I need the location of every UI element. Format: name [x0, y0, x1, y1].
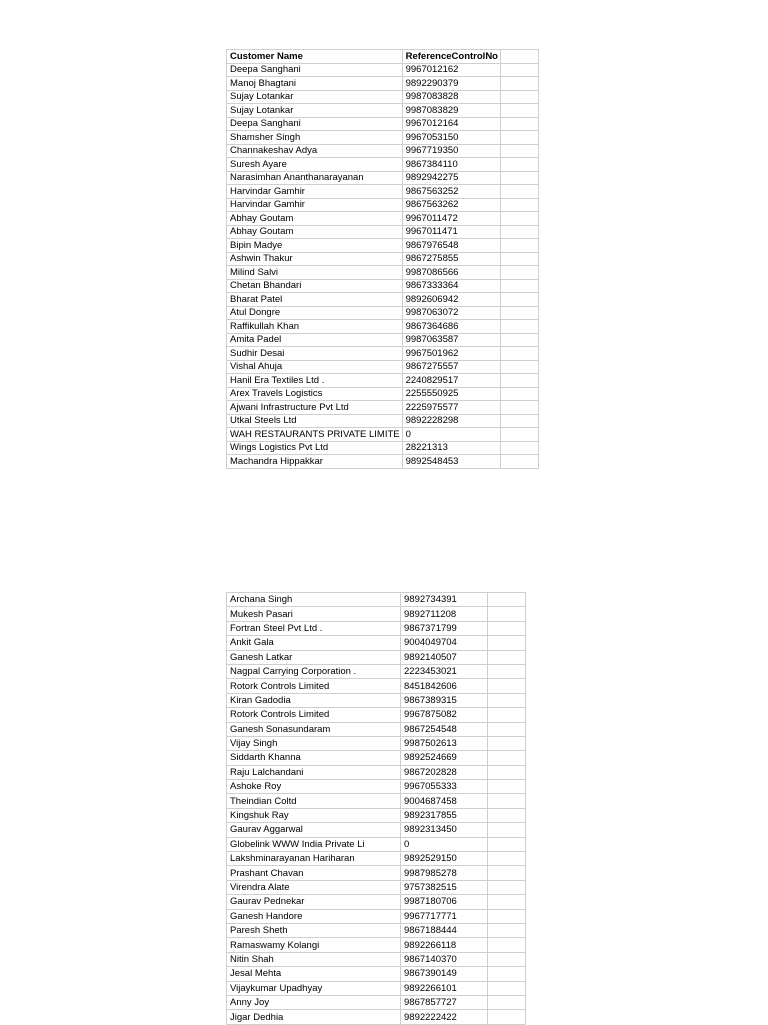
customer-name-cell: Shamsher Singh	[227, 131, 403, 145]
blank-cell	[500, 117, 538, 131]
customer-name-cell: Mukesh Pasari	[227, 607, 401, 621]
reference-control-no-cell: 9867275557	[402, 360, 500, 374]
table-row	[227, 780, 526, 794]
table-row	[227, 923, 526, 937]
table-row	[227, 117, 539, 131]
reference-control-no-cell: 9987063587	[402, 333, 500, 347]
customer-name-cell: Bharat Patel	[227, 293, 403, 307]
blank-cell	[488, 995, 526, 1009]
reference-control-no-cell: 9892734391	[401, 593, 488, 607]
table-row	[227, 333, 539, 347]
blank-cell	[488, 923, 526, 937]
customer-name-cell: Sudhir Desai	[227, 347, 403, 361]
table-row	[227, 428, 539, 442]
table-row	[227, 679, 526, 693]
reference-control-no-cell: 9867364686	[402, 320, 500, 334]
customer-name-cell: Nitin Shah	[227, 952, 401, 966]
table-row	[227, 722, 526, 736]
table-row	[227, 607, 526, 621]
blank-cell	[500, 279, 538, 293]
customer-name-cell: Vijay Singh	[227, 736, 401, 750]
customer-name-cell: Ajwani Infrastructure Pvt Ltd	[227, 401, 403, 415]
table-row	[227, 171, 539, 185]
blank-cell	[488, 967, 526, 981]
reference-control-no-cell: 9004687458	[401, 794, 488, 808]
header-blank-cell	[500, 50, 538, 64]
blank-cell	[500, 414, 538, 428]
customer-name-cell: Gaurav Pednekar	[227, 895, 401, 909]
customer-name-cell: Kingshuk Ray	[227, 808, 401, 822]
blank-cell	[488, 1010, 526, 1024]
table-row	[227, 387, 539, 401]
reference-control-no-cell: 9987502613	[401, 736, 488, 750]
table-row	[227, 198, 539, 212]
table-row	[227, 279, 539, 293]
table-row	[227, 765, 526, 779]
reference-control-no-cell: 9892222422	[401, 1010, 488, 1024]
table-row	[227, 401, 539, 415]
reference-control-no-cell: 9987083828	[402, 90, 500, 104]
reference-control-no-cell: 9892266118	[401, 938, 488, 952]
reference-control-no-cell: 2225975577	[402, 401, 500, 415]
customer-table-bottom	[226, 592, 526, 1025]
blank-cell	[488, 952, 526, 966]
reference-control-no-cell: 9967011471	[402, 225, 500, 239]
table-row	[227, 664, 526, 678]
reference-control-no-cell: 9867202828	[401, 765, 488, 779]
reference-control-no-cell: 9987083829	[402, 104, 500, 118]
blank-cell	[488, 607, 526, 621]
blank-cell	[500, 171, 538, 185]
reference-control-no-cell: 9867390149	[401, 967, 488, 981]
blank-cell	[488, 722, 526, 736]
blank-cell	[488, 593, 526, 607]
reference-control-no-cell: 9892228298	[402, 414, 500, 428]
table-row	[227, 455, 539, 469]
reference-control-no-cell: 9987985278	[401, 866, 488, 880]
reference-control-no-cell: 9892711208	[401, 607, 488, 621]
blank-cell	[500, 347, 538, 361]
customer-name-cell: Deepa Sanghani	[227, 63, 403, 77]
blank-cell	[500, 77, 538, 91]
blank-cell	[500, 212, 538, 226]
reference-control-no-cell: 9967055333	[401, 780, 488, 794]
customer-name-cell: Lakshminarayanan Hariharan	[227, 852, 401, 866]
blank-cell	[500, 144, 538, 158]
blank-cell	[500, 63, 538, 77]
blank-cell	[488, 679, 526, 693]
table-row	[227, 880, 526, 894]
customer-name-cell: Ashoke Roy	[227, 780, 401, 794]
blank-cell	[500, 306, 538, 320]
blank-cell	[488, 808, 526, 822]
customer-name-cell: Sujay Lotankar	[227, 90, 403, 104]
reference-control-no-cell: 9967012162	[402, 63, 500, 77]
reference-control-no-cell: 0	[401, 837, 488, 851]
blank-cell	[488, 636, 526, 650]
blank-cell	[488, 736, 526, 750]
table-row	[227, 952, 526, 966]
table-row	[227, 441, 539, 455]
customer-name-cell: Abhay Goutam	[227, 212, 403, 226]
table-row	[227, 866, 526, 880]
table-row	[227, 77, 539, 91]
customer-name-cell: Siddarth Khanna	[227, 751, 401, 765]
customer-name-cell: Chetan Bhandari	[227, 279, 403, 293]
customer-name-cell: Bipin Madye	[227, 239, 403, 253]
header-reference-control-no: ReferenceControlNo	[402, 50, 500, 64]
header-customer-name: Customer Name	[227, 50, 403, 64]
blank-cell	[488, 650, 526, 664]
table-row	[227, 306, 539, 320]
reference-control-no-cell: 9967011472	[402, 212, 500, 226]
customer-name-cell: WAH RESTAURANTS PRIVATE LIMITE	[227, 428, 403, 442]
table-row	[227, 708, 526, 722]
customer-name-cell: Rotork Controls Limited	[227, 679, 401, 693]
table-row	[227, 852, 526, 866]
customer-name-cell: Raju Lalchandani	[227, 765, 401, 779]
customer-name-cell: Arex Travels Logistics	[227, 387, 403, 401]
blank-cell	[488, 664, 526, 678]
blank-cell	[500, 185, 538, 199]
customer-name-cell: Ramaswamy Kolangi	[227, 938, 401, 952]
table-row	[227, 693, 526, 707]
reference-control-no-cell: 9004049704	[401, 636, 488, 650]
table-row	[227, 751, 526, 765]
blank-cell	[500, 266, 538, 280]
blank-cell	[500, 198, 538, 212]
reference-control-no-cell: 9867140370	[401, 952, 488, 966]
customer-name-cell: Narasimhan Ananthanarayanan	[227, 171, 403, 185]
table-row	[227, 1010, 526, 1024]
customer-name-cell: Manoj Bhagtani	[227, 77, 403, 91]
table-row	[227, 414, 539, 428]
customer-name-cell: Jesal Mehta	[227, 967, 401, 981]
reference-control-no-cell: 2240829517	[402, 374, 500, 388]
reference-control-no-cell: 9867254548	[401, 722, 488, 736]
blank-cell	[500, 131, 538, 145]
blank-cell	[488, 909, 526, 923]
customer-name-cell: Gaurav Aggarwal	[227, 823, 401, 837]
reference-control-no-cell: 28221313	[402, 441, 500, 455]
blank-cell	[500, 333, 538, 347]
reference-control-no-cell: 9867976548	[402, 239, 500, 253]
customer-name-cell: Prashant Chavan	[227, 866, 401, 880]
customer-name-cell: Rotork Controls Limited	[227, 708, 401, 722]
blank-cell	[488, 852, 526, 866]
reference-control-no-cell: 9867389315	[401, 693, 488, 707]
blank-cell	[500, 104, 538, 118]
reference-control-no-cell: 2255550925	[402, 387, 500, 401]
table-row	[227, 360, 539, 374]
blank-cell	[500, 239, 538, 253]
customer-name-cell: Channakeshav Adya	[227, 144, 403, 158]
blank-cell	[500, 90, 538, 104]
blank-cell	[488, 794, 526, 808]
reference-control-no-cell: 9987063072	[402, 306, 500, 320]
blank-cell	[488, 981, 526, 995]
table-row	[227, 212, 539, 226]
blank-cell	[488, 780, 526, 794]
table-row	[227, 981, 526, 995]
customer-name-cell: Kiran Gadodia	[227, 693, 401, 707]
table-row	[227, 158, 539, 172]
customer-name-cell: Vijaykumar Upadhyay	[227, 981, 401, 995]
blank-cell	[500, 225, 538, 239]
blank-cell	[488, 708, 526, 722]
reference-control-no-cell: 9867371799	[401, 621, 488, 635]
table-row	[227, 293, 539, 307]
reference-control-no-cell: 9892266101	[401, 981, 488, 995]
table-row	[227, 104, 539, 118]
reference-control-no-cell: 9892942275	[402, 171, 500, 185]
reference-control-no-cell: 9987086566	[402, 266, 500, 280]
reference-control-no-cell: 9967719350	[402, 144, 500, 158]
blank-cell	[488, 895, 526, 909]
customer-name-cell: Anny Joy	[227, 995, 401, 1009]
customer-name-cell: Atul Dongre	[227, 306, 403, 320]
customer-name-cell: Amita Padel	[227, 333, 403, 347]
reference-control-no-cell: 9757382515	[401, 880, 488, 894]
reference-control-no-cell: 9892313450	[401, 823, 488, 837]
blank-cell	[500, 158, 538, 172]
table-row	[227, 967, 526, 981]
table-row	[227, 794, 526, 808]
header-row	[227, 50, 539, 64]
reference-control-no-cell: 9867563262	[402, 198, 500, 212]
blank-cell	[488, 751, 526, 765]
customer-name-cell: Ankit Gala	[227, 636, 401, 650]
reference-control-no-cell: 9892524669	[401, 751, 488, 765]
table-row	[227, 808, 526, 822]
reference-control-no-cell: 9892317855	[401, 808, 488, 822]
table-row	[227, 374, 539, 388]
blank-cell	[500, 387, 538, 401]
customer-name-cell: Suresh Ayare	[227, 158, 403, 172]
blank-cell	[500, 320, 538, 334]
reference-control-no-cell: 9967717771	[401, 909, 488, 923]
table-row	[227, 593, 526, 607]
reference-control-no-cell: 9967875082	[401, 708, 488, 722]
reference-control-no-cell: 9892290379	[402, 77, 500, 91]
reference-control-no-cell: 0	[402, 428, 500, 442]
customer-name-cell: Ganesh Sonasundaram	[227, 722, 401, 736]
table-row	[227, 63, 539, 77]
reference-control-no-cell: 8451842606	[401, 679, 488, 693]
blank-cell	[488, 880, 526, 894]
customer-name-cell: Globelink WWW India Private Li	[227, 837, 401, 851]
table-row	[227, 131, 539, 145]
reference-control-no-cell: 9892606942	[402, 293, 500, 307]
blank-cell	[488, 621, 526, 635]
customer-name-cell: Ashwin Thakur	[227, 252, 403, 266]
table-row	[227, 266, 539, 280]
table-row	[227, 650, 526, 664]
reference-control-no-cell: 9867275855	[402, 252, 500, 266]
table-row	[227, 252, 539, 266]
customer-name-cell: Deepa Sanghani	[227, 117, 403, 131]
reference-control-no-cell: 9867384110	[402, 158, 500, 172]
customer-name-cell: Theindian Coltd	[227, 794, 401, 808]
customer-name-cell: Paresh Sheth	[227, 923, 401, 937]
blank-cell	[488, 765, 526, 779]
table-row	[227, 736, 526, 750]
table-row	[227, 239, 539, 253]
blank-cell	[500, 293, 538, 307]
reference-control-no-cell: 9892529150	[401, 852, 488, 866]
customer-name-cell: Ganesh Handore	[227, 909, 401, 923]
reference-control-no-cell: 9892548453	[402, 455, 500, 469]
customer-name-cell: Milind Salvi	[227, 266, 403, 280]
customer-name-cell: Utkal Steels Ltd	[227, 414, 403, 428]
customer-name-cell: Abhay Goutam	[227, 225, 403, 239]
reference-control-no-cell: 9967012164	[402, 117, 500, 131]
blank-cell	[488, 837, 526, 851]
table-row	[227, 144, 539, 158]
blank-cell	[500, 401, 538, 415]
table-row	[227, 320, 539, 334]
customer-name-cell: Ganesh Latkar	[227, 650, 401, 664]
blank-cell	[500, 374, 538, 388]
blank-cell	[488, 823, 526, 837]
reference-control-no-cell: 9967053150	[402, 131, 500, 145]
blank-cell	[500, 252, 538, 266]
reference-control-no-cell: 9867563252	[402, 185, 500, 199]
customer-name-cell: Hanil Era Textiles Ltd .	[227, 374, 403, 388]
table-row	[227, 909, 526, 923]
customer-name-cell: Harvindar Gamhir	[227, 185, 403, 199]
table-row	[227, 636, 526, 650]
customer-name-cell: Virendra Alate	[227, 880, 401, 894]
reference-control-no-cell: 9867333364	[402, 279, 500, 293]
customer-name-cell: Nagpal Carrying Corporation .	[227, 664, 401, 678]
table-row	[227, 347, 539, 361]
customer-name-cell: Wings Logistics Pvt Ltd	[227, 441, 403, 455]
table-row	[227, 185, 539, 199]
reference-control-no-cell: 9967501962	[402, 347, 500, 361]
reference-control-no-cell: 9867188444	[401, 923, 488, 937]
blank-cell	[500, 428, 538, 442]
blank-cell	[488, 938, 526, 952]
reference-control-no-cell: 9892140507	[401, 650, 488, 664]
blank-cell	[488, 866, 526, 880]
customer-name-cell: Fortran Steel Pvt Ltd .	[227, 621, 401, 635]
customer-name-cell: Sujay Lotankar	[227, 104, 403, 118]
customer-name-cell: Archana Singh	[227, 593, 401, 607]
customer-table-top	[226, 49, 539, 469]
table-row	[227, 90, 539, 104]
blank-cell	[500, 455, 538, 469]
blank-cell	[488, 693, 526, 707]
blank-cell	[500, 441, 538, 455]
customer-name-cell: Machandra Hippakkar	[227, 455, 403, 469]
table-row	[227, 895, 526, 909]
customer-name-cell: Raffikullah Khan	[227, 320, 403, 334]
reference-control-no-cell: 9987180706	[401, 895, 488, 909]
table-row	[227, 823, 526, 837]
customer-name-cell: Jigar Dedhia	[227, 1010, 401, 1024]
table-row	[227, 837, 526, 851]
reference-control-no-cell: 2223453021	[401, 664, 488, 678]
customer-name-cell: Harvindar Gamhir	[227, 198, 403, 212]
customer-name-cell: Vishal Ahuja	[227, 360, 403, 374]
table-row	[227, 938, 526, 952]
table-row	[227, 225, 539, 239]
blank-cell	[500, 360, 538, 374]
table-row	[227, 621, 526, 635]
reference-control-no-cell: 9867857727	[401, 995, 488, 1009]
table-row	[227, 995, 526, 1009]
